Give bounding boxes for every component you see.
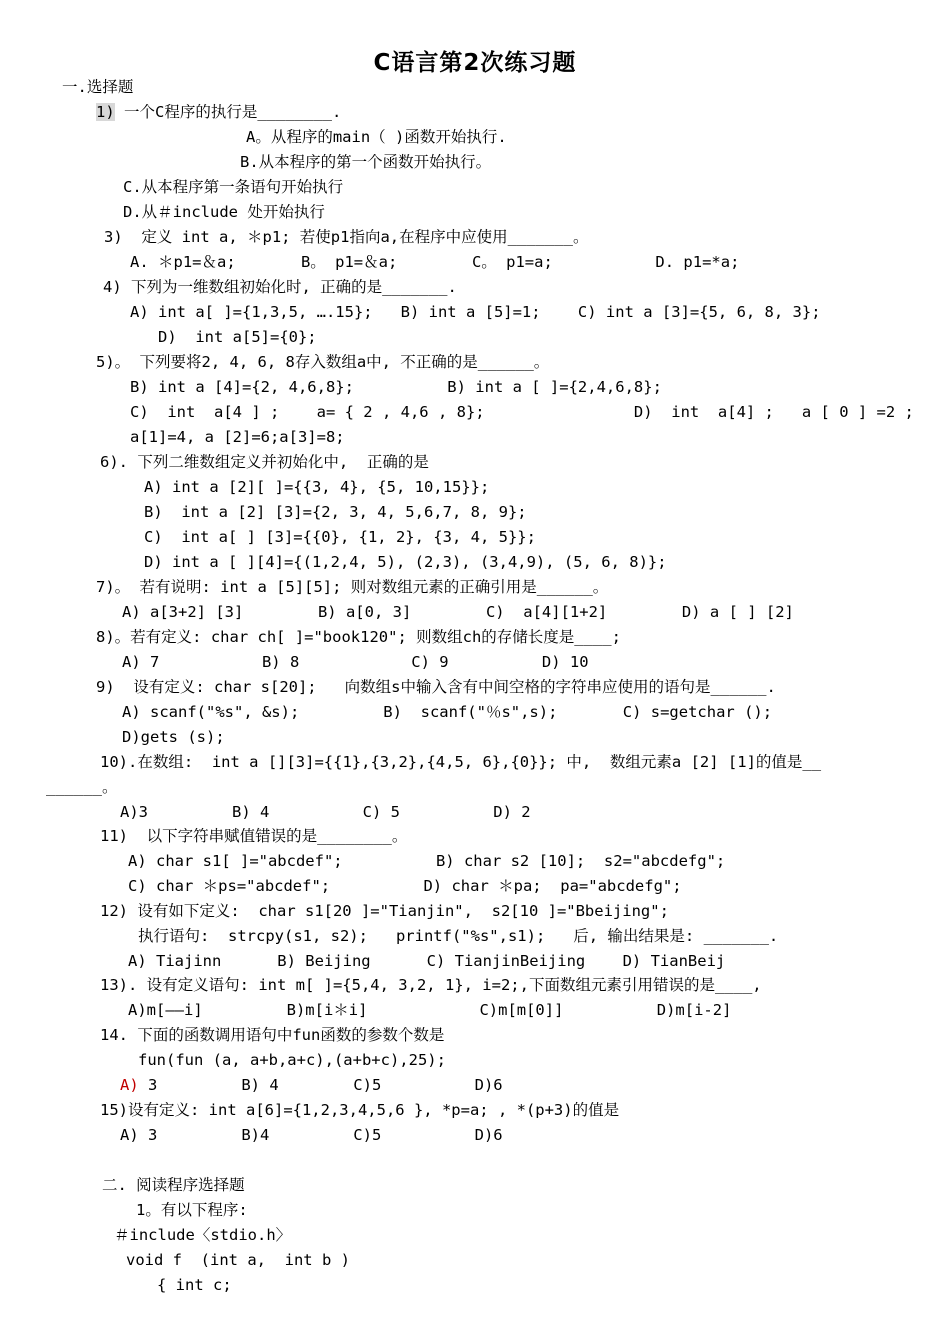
- question-12-options: A) Tiajinn B) Beijing C) TianjinBeijing D) TianBeij: [128, 952, 726, 970]
- question-11-text: 11) 以下字符串赋值错误的是________。: [100, 827, 408, 845]
- program-1-include: ＃include〈stdio.h〉: [114, 1226, 292, 1244]
- question-3-options: A. ＊p1=＆a; B。 p1=＆a; C。 p1=a; D. p1=*a;: [130, 253, 740, 271]
- question-1-option-c: C.从本程序第一条语句开始执行: [123, 178, 344, 196]
- question-10-text-cont: ______。: [46, 778, 118, 796]
- question-9-option-d: D)gets (s);: [122, 728, 225, 746]
- question-4-option-d: D) int a[5]={0};: [158, 328, 317, 346]
- question-10-text: 10).在数组: int a [][3]={{1},{3,2},{4,5, 6},{0}}; 中, 数组元素a [2] [1]的值是__: [100, 753, 822, 771]
- program-1-function-signature: void f (int a, int b ): [126, 1251, 350, 1269]
- question-15-text: 15)设有定义: int a[6]={1,2,3,4,5,6 }, *p=a; , *(p+3)的值是: [100, 1101, 620, 1119]
- question-5-option-d-cont: a[1]=4, a [2]=6;a[3]=8;: [130, 428, 345, 446]
- question-7-options: A) a[3+2] [3] B) a[0, 3] C) a[4][1+2] D) a [ ] [2]: [122, 603, 794, 621]
- question-14-option-values: 3 B) 4 C)5 D)6: [138, 1076, 503, 1094]
- question-9-options-abc: A) scanf("%s", &s); B) scanf("％s",s); C) s=getchar ();: [122, 703, 773, 721]
- question-7-text: 7)。 若有说明: int a [5][5]; 则对数组元素的正确引用是______。: [96, 578, 609, 596]
- question-8-text: 8)。若有定义: char ch[ ]="book120"; 则数组ch的存储长度是____;: [96, 628, 621, 646]
- question-15-options: A) 3 B)4 C)5 D)6: [120, 1126, 503, 1144]
- question-1-number: 1): [96, 103, 115, 121]
- page-title: C语言第2次练习题: [373, 50, 577, 76]
- question-1-text: 一个C程序的执行是________.: [114, 103, 342, 121]
- question-14-marked-option: A): [120, 1076, 139, 1094]
- question-5-options-ab: B) int a [4]={2, 4,6,8}; B) int a [ ]={2,4,6,8};: [130, 378, 662, 396]
- question-6-option-b: B) int a [2] [3]={2, 3, 4, 5,6,7, 8, 9};: [144, 503, 527, 521]
- question-12-text: 12) 设有如下定义: char s1[20 ]="Tianjin", s2[10 ]="Bbeijing";: [100, 902, 669, 920]
- question-14-code: fun(fun (a, a+b,a+c),(a+b+c),25);: [138, 1051, 446, 1069]
- question-4-text: 4) 下列为一维数组初始化时, 正确的是_______.: [103, 278, 457, 296]
- section-heading-1: 一.选择题: [62, 78, 134, 96]
- question-11-options-ab: A) char s1[ ]="abcdef"; B) char s2 [10]; s2="abcdefg";: [128, 852, 726, 870]
- question-1-option-b: B.从本程序的第一个函数开始执行。: [240, 153, 492, 171]
- question-10-options: A)3 B) 4 C) 5 D) 2: [120, 803, 531, 821]
- question-5-options-cd: C) int a[4 ] ; a= { 2 , 4,6 , 8}; D) int a[4] ; a [ 0 ] =2 ;: [130, 403, 914, 421]
- question-4-options-abc: A) int a[ ]={1,3,5, ….15}; B) int a [5]=1; C) int a [3]={5, 6, 8, 3};: [130, 303, 821, 321]
- question-9-text: 9) 设有定义: char s[20]; 向数组s中输入含有中间空格的字符串应使用的语句是______.: [96, 678, 776, 696]
- question-6-option-d: D) int a [ ][4]={(1,2,4, 5), (2,3), (3,4,9), (5, 6, 8)};: [144, 553, 667, 571]
- question-6-text: 6). 下列二维数组定义并初始化中, 正确的是: [100, 453, 429, 471]
- program-1-body-start: { int c;: [157, 1276, 232, 1294]
- question-8-options: A) 7 B) 8 C) 9 D) 10: [122, 653, 589, 671]
- question-12-statement: 执行语句: strcpy(s1, s2); printf("%s",s1); 后, 输出结果是: _______.: [138, 927, 779, 945]
- question-14-text: 14. 下面的函数调用语句中fun函数的参数个数是: [100, 1026, 445, 1044]
- question-13-text: 13). 设有定义语句: int m[ ]={5,4, 3,2, 1}, i=2;,下面数组元素引用错误的是____,: [100, 976, 762, 994]
- section-heading-2: 二. 阅读程序选择题: [102, 1176, 245, 1194]
- program-1-intro: 1。有以下程序:: [136, 1201, 248, 1219]
- question-6-option-c: C) int a[ ] [3]={{0}, {1, 2}, {3, 4, 5}};: [144, 528, 536, 546]
- question-1-line: [96, 102, 341, 122]
- question-5-text: 5)。 下列要将2, 4, 6, 8存入数组a中, 不正确的是______。: [96, 353, 550, 371]
- question-1-option-a: A。从程序的main（ )函数开始执行.: [246, 128, 507, 146]
- question-6-option-a: A) int a [2][ ]={{3, 4}, {5, 10,15}};: [144, 478, 490, 496]
- question-3-text: 3) 定义 int a, ＊p1; 若使p1指向a,在程序中应使用_______。: [104, 228, 589, 246]
- question-14-options: [120, 1075, 503, 1095]
- question-1-option-d: D.从＃include 处开始执行: [123, 203, 325, 221]
- question-11-options-cd: C) char ＊ps="abcdef"; D) char ＊pa; pa="abcdefg";: [128, 877, 682, 895]
- question-13-options: A)m[——i] B)m[i＊i] C)m[m[0]] D)m[i-2]: [128, 1001, 732, 1019]
